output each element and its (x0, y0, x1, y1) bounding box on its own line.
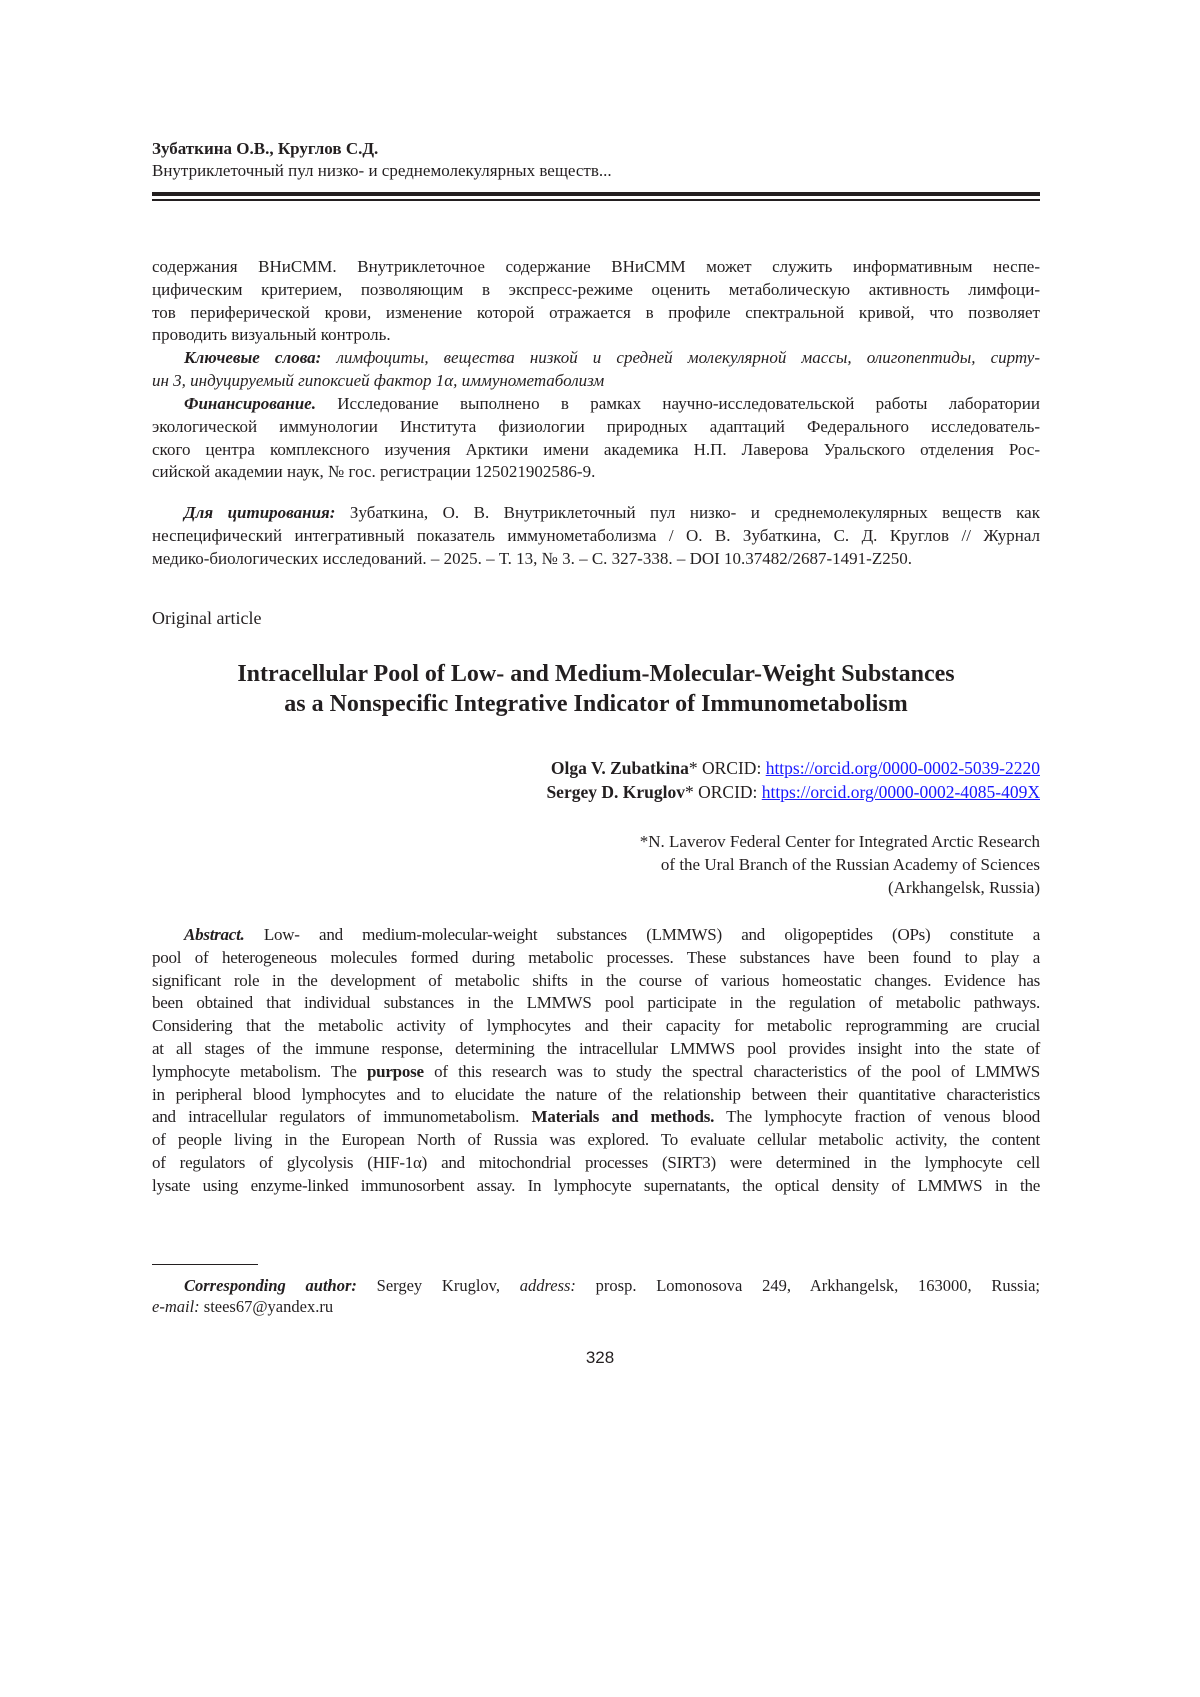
text-line (152, 947, 1040, 970)
text-line (152, 1061, 1040, 1084)
text-run: at all stages of the immune response, determining the intracellular LMMWS pool provides insight into the state of (152, 1039, 1040, 1058)
section-label: Для цитирования: (184, 503, 350, 522)
text-line (152, 924, 1040, 947)
author-list (152, 757, 1040, 804)
author-name: Olga V. Zubatkina (551, 758, 689, 778)
affiliation (152, 831, 1040, 899)
section-label: Abstract. (184, 925, 264, 944)
text-line (152, 256, 1040, 279)
text-run: pool of heterogeneous molecules formed during metabolic processes. These substances have been found to play a (152, 948, 1040, 967)
text-run: Low- and medium-molecular-weight substances (LMMWS) and oligopeptides (OPs) constitute a (264, 925, 1040, 944)
affiliation-line: of the Ural Branch of the Russian Academy of Sciences (152, 854, 1040, 877)
text-run: been obtained that individual substances in the LMMWS pool participate in the regulation of metabolic pathways. (152, 993, 1040, 1012)
author-entry (152, 781, 1040, 805)
text-run: stees67@yandex.ru (204, 1297, 333, 1316)
running-header (152, 138, 1040, 182)
footnote (152, 1275, 1040, 1317)
text-run: лимфоциты, вещества низкой и средней молекулярной массы, олигопептиды, сирту- (336, 348, 1040, 367)
affiliation-line: *N. Laverov Federal Center for Integrated Arctic Research (152, 831, 1040, 854)
text-run: in peripheral blood lymphocytes and to elucidate the nature of the relationship between their quantitative characteristics (152, 1085, 1040, 1104)
author-mark: * (685, 782, 694, 802)
text-run: тов периферической крови, изменение которой отражается в профиле спектральной кривой, что позволяет (152, 303, 1040, 322)
text-line (152, 302, 1040, 325)
orcid-link[interactable]: https://orcid.org/0000-0002-4085-409X (762, 782, 1040, 802)
article-title-line: as a Nonspecific Integrative Indicator of Immunometabolism (152, 689, 1040, 719)
running-header-authors: Зубаткина О.В., Круглов С.Д. (152, 138, 1040, 160)
text-line (152, 1152, 1040, 1175)
text-run: ин 3, индуцируемый гипоксией фактор 1α, иммунометаболизм (152, 371, 604, 390)
text-run: медико-биологических исследований. – 2025. – Т. 13, № 3. – С. 327-338. – DOI 10.37482/2687-1491-Z250. (152, 549, 912, 568)
text-line (152, 1084, 1040, 1107)
author-name: Sergey D. Kruglov (546, 782, 685, 802)
text-run: of this research was to study the spectral characteristics of the pool of LMMWS (424, 1062, 1040, 1081)
text-line (152, 992, 1040, 1015)
text-line (152, 1106, 1040, 1129)
text-line (152, 461, 1040, 484)
text-run: of people living in the European North of Russia was explored. To evaluate cellular metabolic activity, the content (152, 1130, 1040, 1149)
text-run: e-mail: (152, 1297, 204, 1316)
text-run: Зубаткина, О. В. Внутриклеточный пул низко- и среднемолекулярных веществ как (350, 503, 1040, 522)
section-label: Ключевые слова: (184, 348, 336, 367)
header-rule-thick (152, 192, 1040, 196)
text-line (152, 1129, 1040, 1152)
text-line (152, 548, 1040, 571)
text-line (152, 416, 1040, 439)
text-run: Sergey Kruglov, (377, 1276, 520, 1295)
text-run: сийской академии наук, № гос. регистрации 125021902586-9. (152, 462, 595, 481)
text-line (152, 525, 1040, 548)
author-entry (152, 757, 1040, 781)
text-line (152, 1296, 1040, 1317)
text-run: lymphocyte metabolism. The (152, 1062, 367, 1081)
author-mark: * (689, 758, 698, 778)
keywords-paragraph (152, 347, 1040, 393)
running-header-title: Внутриклеточный пул низко- и среднемолекулярных веществ... (152, 160, 1040, 182)
text-run: purpose (367, 1062, 424, 1081)
page-number: 328 (0, 1348, 1200, 1368)
citation-paragraph (152, 502, 1040, 570)
text-line (152, 1175, 1040, 1198)
text-line (152, 279, 1040, 302)
orcid-label: ORCID: (694, 782, 762, 802)
text-line (152, 347, 1040, 370)
text-run: address: (520, 1276, 596, 1295)
text-run: lysate using enzyme-linked immunosorbent assay. In lymphocyte supernatants, the optical density of LMMWS in the (152, 1176, 1040, 1195)
text-run: Materials and methods. (532, 1107, 715, 1126)
footnote-rule (152, 1264, 258, 1265)
text-line (152, 324, 1040, 347)
text-run: проводить визуальный контроль. (152, 325, 391, 344)
orcid-label: ORCID: (698, 758, 766, 778)
section-label: Финансирование. (184, 394, 337, 413)
text-run: prosp. Lomonosova 249, Arkhangelsk, 163000, Russia; (596, 1276, 1040, 1295)
header-rule-thin (152, 199, 1040, 201)
text-run: ского центра комплексного изучения Арктики имени академика Н.П. Лаверова Уральского отделения Рос- (152, 440, 1040, 459)
text-run: экологической иммунологии Института физиологии природных адаптаций Федерального исследователь- (152, 417, 1040, 436)
abstract-paragraph (152, 924, 1040, 1198)
affiliation-line: (Arkhangelsk, Russia) (152, 877, 1040, 900)
text-line (152, 1275, 1040, 1296)
text-run: Considering that the metabolic activity of lymphocytes and their capacity for metabolic reprogramming are crucial (152, 1016, 1040, 1035)
document-page (0, 0, 1200, 1697)
text-run: The lymphocyte fraction of venous blood (714, 1107, 1040, 1126)
text-run: содержания ВНиСММ. Внутриклеточное содержание ВНиСММ может служить информативным неспе- (152, 257, 1040, 276)
text-run: Исследование выполнено в рамках научно-исследовательской работы лаборатории (337, 394, 1040, 413)
orcid-link[interactable]: https://orcid.org/0000-0002-5039-2220 (766, 758, 1040, 778)
article-type: Original article (152, 607, 1040, 630)
article-title-line: Intracellular Pool of Low- and Medium-Molecular-Weight Substances (152, 659, 1040, 689)
text-run: неспецифический интегративный показатель иммунометаболизма / О. В. Зубаткина, С. Д. Круглов // Журнал (152, 526, 1040, 545)
text-line (152, 370, 1040, 393)
text-run: and intracellular regulators of immunometabolism. (152, 1107, 532, 1126)
text-run: of regulators of glycolysis (HIF-1α) and mitochondrial processes (SIRT3) were determined in the lymphocyte cell (152, 1153, 1040, 1172)
text-line (152, 1015, 1040, 1038)
text-line (152, 393, 1040, 416)
text-run: significant role in the development of metabolic shifts in the course of various homeostatic changes. Evidence has (152, 971, 1040, 990)
text-line (152, 439, 1040, 462)
text-run: цифическим критерием, позволяющим в экспресс-режиме оценить метаболическую активность лимфоци- (152, 280, 1040, 299)
text-line (152, 502, 1040, 525)
text-line (152, 1038, 1040, 1061)
text-line (152, 970, 1040, 993)
article-title (152, 659, 1040, 719)
funding-paragraph (152, 393, 1040, 484)
intro-paragraph (152, 256, 1040, 347)
section-label: Corresponding author: (184, 1276, 377, 1295)
